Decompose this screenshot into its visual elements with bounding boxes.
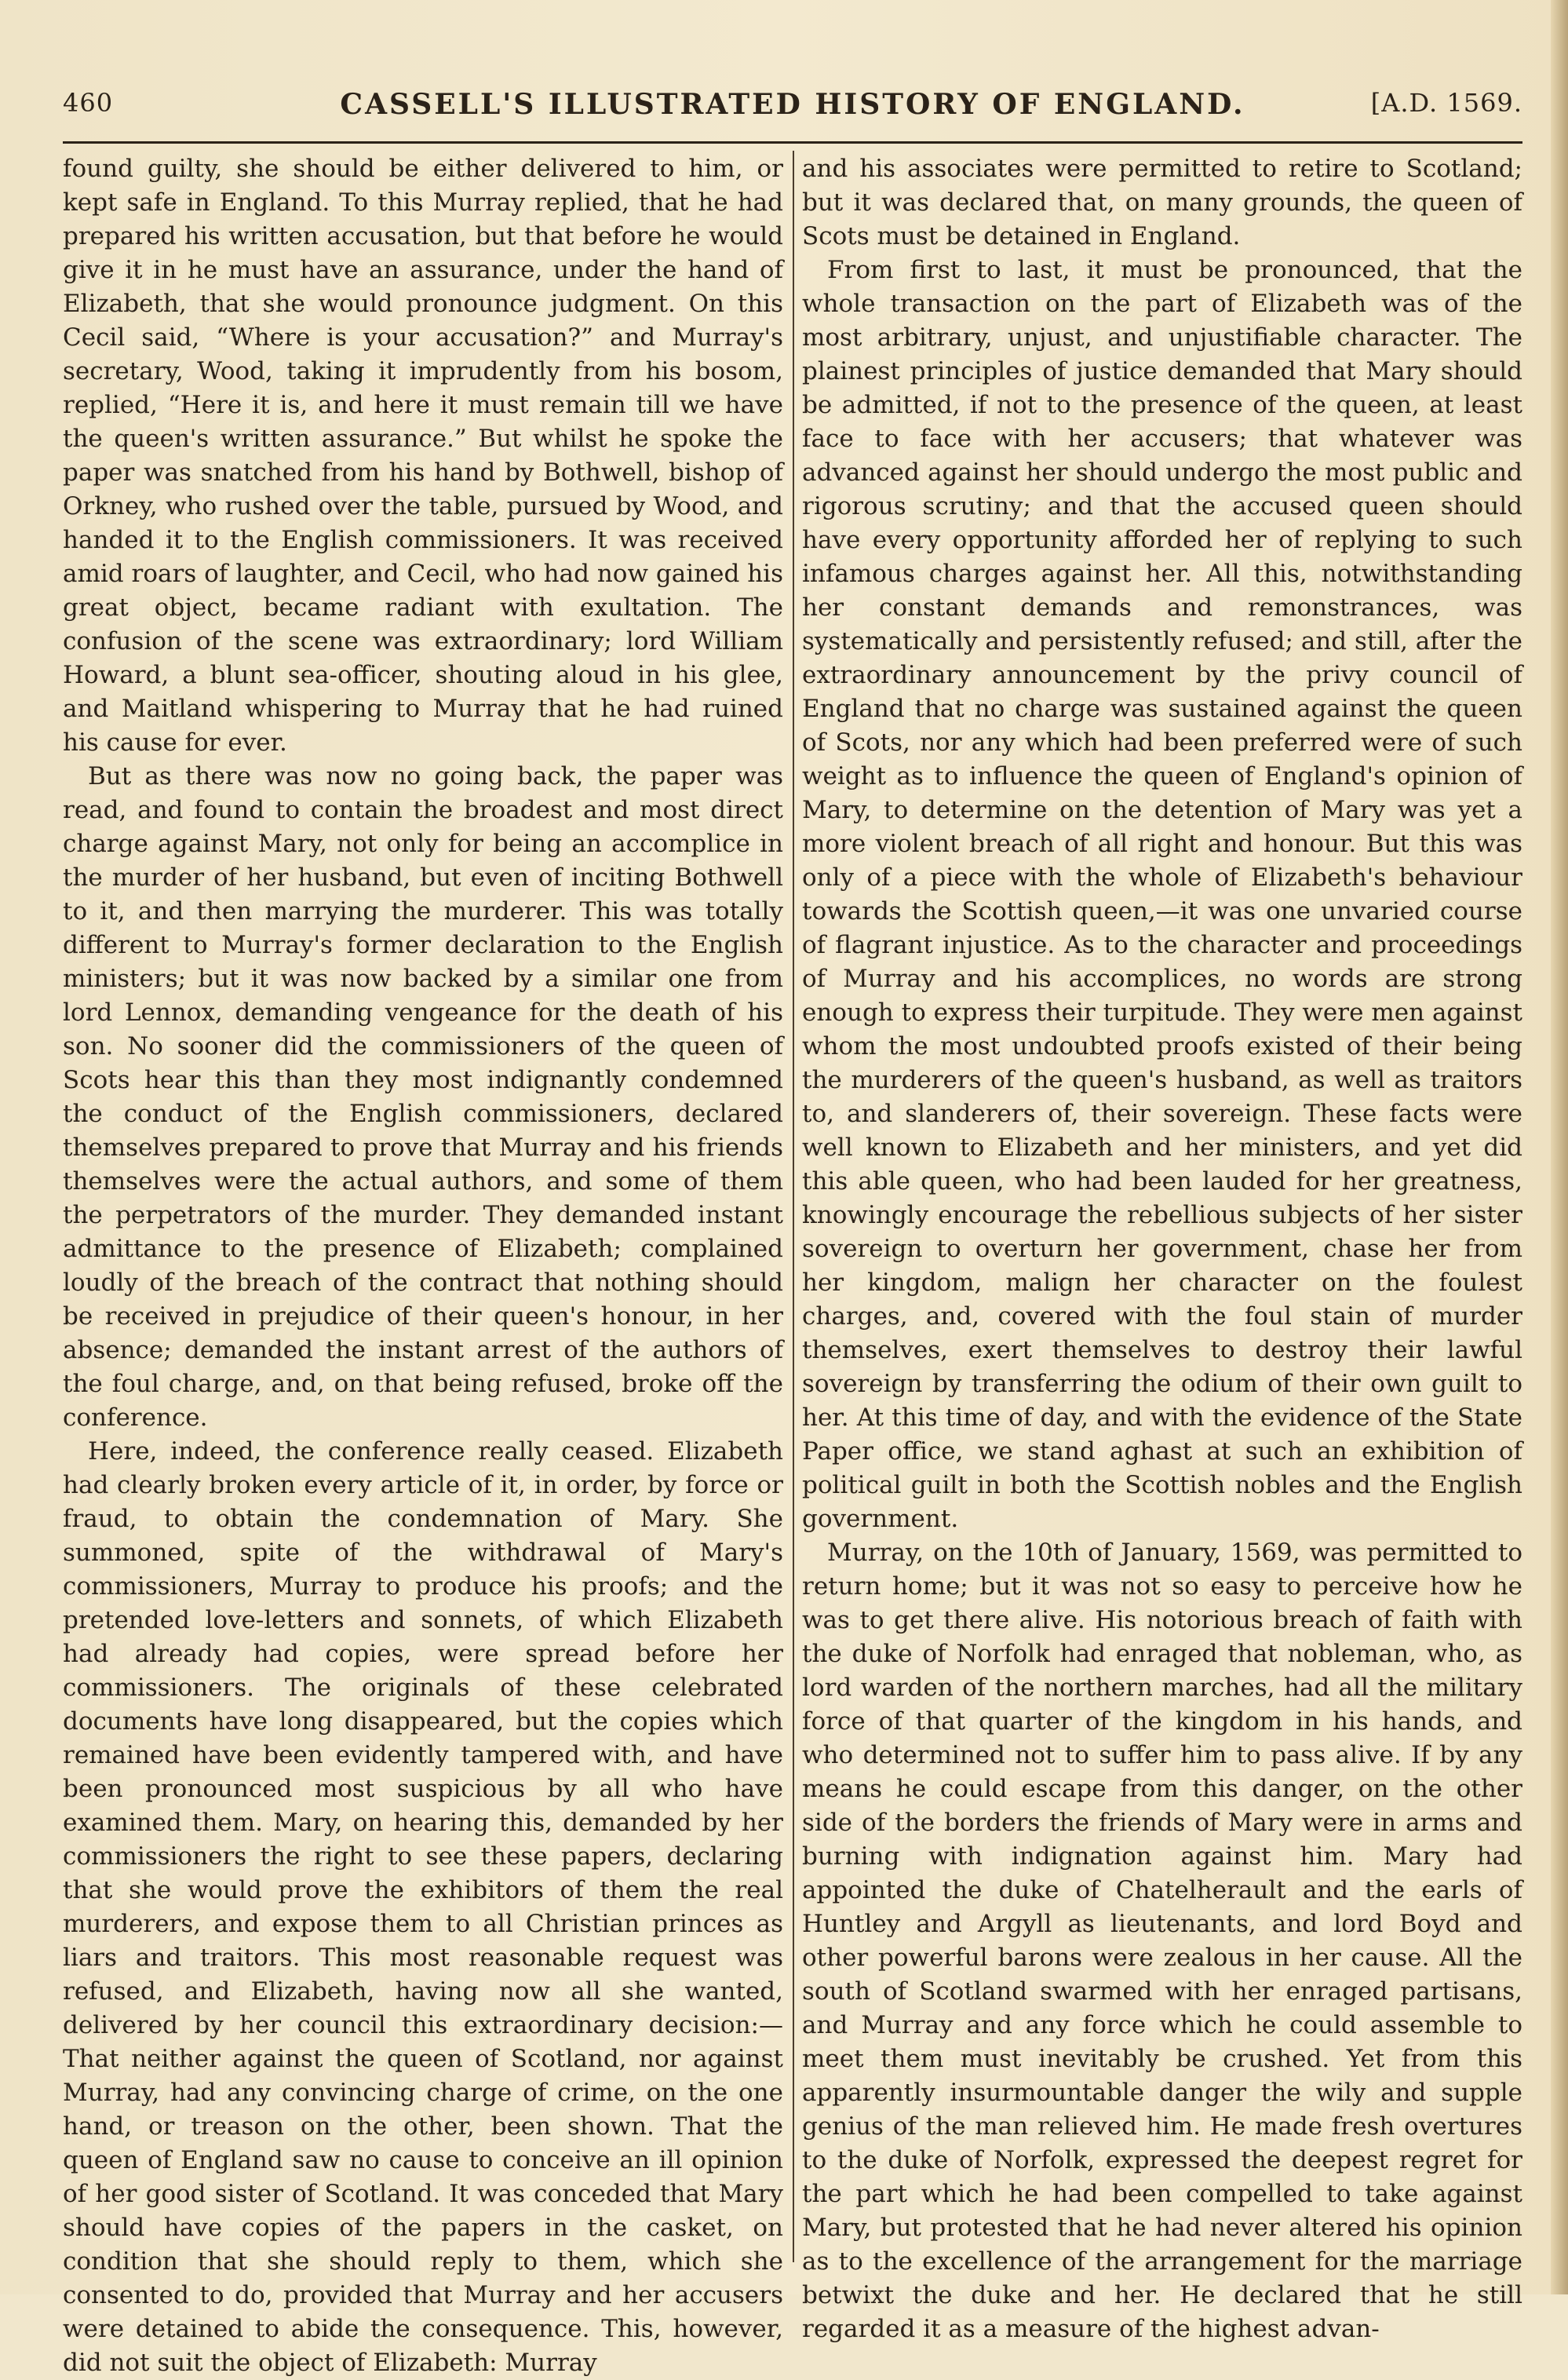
running-header bbox=[63, 88, 1522, 135]
right-column bbox=[802, 152, 1522, 2343]
paragraph: Murray, on the 10th of January, 1569, was permitted to return home; but it was not so easy to perceive how he was to get there alive. His notorious breach of faith with the duke of Norfolk had enraged that nobleman, who, as lord warden of the northern marches, had all the military force of that quarter of the kingdom in his hands, and who determined not to suffer him to pass alive. If by any means he could escape from this danger, on the other side of the borders the friends of Mary were in arms and burning with indignation against him. Mary had appointed the duke of Chatelherault and the earls of Huntley and Argyll as lieutenants, and lord Boyd and other powerful barons were zealous in her cause. All the south of Scotland swarmed with her enraged partisans, and Murray and any force which he could assemble to meet them must inevitably be crushed. Yet from this apparently insurmountable danger the wily and supple genius of the man relieved him. He made fresh overtures to the duke of Norfolk, expressed the deepest regret for the part which he had been compelled to take against Mary, but protested that he had never altered his opinion as to the excellence of the arrangement for the marriage betwixt the duke and her. He declared that he still regarded it as a measure of the highest advan- bbox=[802, 1539, 1522, 2343]
paragraph: Here, indeed, the conference really ceased. Elizabeth had clearly broken every article of it, in order, by force or fraud, to obtain the condemnation of Mary. She summoned, spite of the withdrawal of Mary's commissioners, Murray to produce his proofs; and the pretended love-letters and sonnets, of which Elizabeth had already had copies, were spread before her commissioners. The originals of these celebrated documents have long disappeared, but the copies which remained have been evidently tampered with, and have been pronounced most suspicious by all who have examined them. Mary, on hearing this, demanded by her commissioners the right to see these papers, declaring that she would prove the exhibitors of them the real murderers, and expose them to all Christian princes as liars and traitors. This most reasonable request was refused, and Elizabeth, having now all she wanted, delivered by her council this extraordinary decision:—That neither against the queen of Scotland, nor against Murray, had any convincing charge of crime, on the one hand, or treason on the other, been shown. That the queen of England saw no cause to conceive an ill opinion of her good sister of Scotland. It was conceded that Mary should have copies of the papers in the casket, on condition that she should reply to them, which she consented to do, provided that Murray and her accusers were detained to abide the consequence. This, however, did not suit the object of Elizabeth: Murray bbox=[63, 1437, 783, 2377]
page-edge bbox=[1551, 0, 1568, 2294]
paragraph: From first to last, it must be pronounced, that the whole transaction on the part of Elizabeth was of the most arbitrary, unjust, and unjustifiable character. The plainest principles of justice demanded that Mary should be admitted, if not to the presence of the queen, at least face to face with her accusers; that whatever was advanced against her should undergo the most public and rigorous scrutiny; and that the accused queen should have every opportunity afforded her of replying to such infamous charges against her. All this, notwithstanding her constant demands and remonstrances, was systematically and persistently refused; and still, after the extraordinary announcement by the privy council of England that no charge was sustained against the queen of Scots, nor any which had been preferred were of such weight as to influence the queen of England's opinion of Mary, to determine on the detention of Mary was yet a more violent breach of all right and honour. But this was only of a piece with the whole of Elizabeth's behaviour towards the Scottish queen,—it was one unvaried course of flagrant injustice. As to the character and proceedings of Murray and his accomplices, no words are strong enough to express their turpitude. They were men against whom the most undoubted proofs existed of their being the murderers of the queen's husband, as well as traitors to, and slanderers of, their sovereign. These facts were well known to Elizabeth and her ministers, and yet did this able queen, who had been lauded for her greatness, knowingly encourage the rebellious subjects of her sister sovereign to overturn her government, chase her from her kingdom, malign her character on the foulest charges, and, covered with the foul stain of murder themselves, exert themselves to destroy their lawful sovereign by transferring the odium of their own guilt to her. At this time of day, and with the evidence of the State Paper office, we stand aghast at such an exhibition of political guilt in both the Scottish nobles and the English government. bbox=[802, 256, 1522, 1533]
header-rule bbox=[63, 141, 1522, 144]
paragraph: found guilty, she should be either delivered to him, or kept safe in England. To this Murray replied, that he had prepared his written accusation, but that before he would give it in he must have an assurance, under the hand of Elizabeth, that she would pronounce judgment. On this Cecil said, “Where is your accusation?” and Murray's secretary, Wood, taking it imprudently from his bosom, replied, “Here it is, and here it must remain till we have the queen's written assurance.” But whilst he spoke the paper was snatched from his hand by Bothwell, bishop of Orkney, who rushed over the table, pursued by Wood, and handed it to the English commissioners. It was received amid roars of laughter, and Cecil, who had now gained his great object, became radiant with exultation. The confusion of the scene was extraordinary; lord William Howard, a blunt sea-officer, shouting aloud in his glee, and Maitland whispering to Murray that he had ruined his cause for ever. bbox=[63, 155, 783, 757]
running-title: CASSELL'S ILLUSTRATED HISTORY OF ENGLAND. bbox=[340, 88, 1245, 121]
page-number: 460 bbox=[63, 88, 114, 118]
paragraph: and his associates were permitted to retire to Scotland; but it was declared that, on many grounds, the queen of Scots must be detained in England. bbox=[802, 155, 1522, 250]
left-column bbox=[63, 152, 783, 2377]
paragraph: But as there was now no going back, the paper was read, and found to contain the broadest and most direct charge against Mary, not only for being an accomplice in the murder of her husband, but even of inciting Bothwell to it, and then marrying the murderer. This was totally different to Murray's former declaration to the English ministers; but it was now backed by a similar one from lord Lennox, demanding vengeance for the death of his son. No sooner did the commissioners of the queen of Scots hear this than they most indignantly condemned the conduct of the English commissioners, declared themselves prepared to prove that Murray and his friends themselves were the actual authors, and some of them the perpetrators of the murder. They demanded instant admittance to the presence of Elizabeth; complained loudly of the breach of the contract that nothing should be received in prejudice of their queen's honour, in her absence; demanded the instant arrest of the authors of the foul charge, and, on that being refused, broke off the conference. bbox=[63, 762, 783, 1432]
date-marker: [A.D. 1569. bbox=[1370, 88, 1522, 118]
column-divider bbox=[793, 151, 794, 2262]
